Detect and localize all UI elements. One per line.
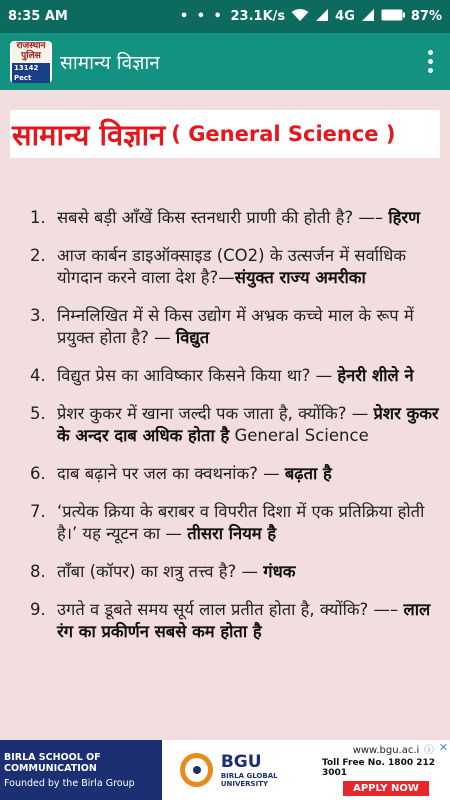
network-speed: 23.1K/s: [230, 9, 286, 24]
question-answer: बढ़ता है: [284, 464, 332, 483]
question-number: 8.: [30, 562, 46, 581]
question-item: [30, 463, 440, 485]
article-heading: [10, 110, 440, 158]
ad-apply-button[interactable]: APPLY NOW: [343, 781, 429, 796]
question-item: [30, 305, 440, 349]
ad-brand-sub: BIRLA GLOBAL UNIVERSITY: [220, 772, 278, 788]
question-number: 3.: [30, 306, 46, 325]
heading-english: ( General Science ): [171, 122, 396, 146]
question-item: [30, 245, 440, 289]
question-answer: हेनरी शीले ने: [337, 366, 414, 385]
heading-hindi: सामान्य विज्ञान: [12, 117, 166, 152]
wifi-icon: [291, 8, 309, 26]
question-text: [57, 599, 440, 643]
question-number: 2.: [30, 246, 46, 265]
question-number: 5.: [30, 404, 46, 423]
signal-icon: [315, 8, 329, 26]
question-item: [30, 403, 440, 447]
battery-level: 87%: [410, 9, 442, 24]
question-text: [57, 305, 440, 349]
overflow-menu-icon[interactable]: [420, 50, 440, 73]
ad-info-icon[interactable]: ⓘ: [424, 745, 434, 756]
logo-sub: 13142 Pect: [12, 63, 50, 83]
question-item: [30, 365, 440, 387]
logo-line2: पुलिस: [21, 50, 41, 61]
question-prompt: दाब बढ़ाने पर जल का क्वथनांक? —: [57, 464, 285, 483]
question-list: [30, 207, 440, 659]
question-text: [57, 463, 440, 485]
question-prompt: उगते व डूबते समय सूर्य लाल प्रतीत होता है, क्योंकि? —–: [57, 600, 404, 619]
app-logo: [10, 41, 52, 83]
question-text: [57, 207, 440, 229]
ad-toll-free: Toll Free No. 1800 212 3001: [322, 757, 436, 778]
question-prompt: सबसे बड़ी आँखें किस स्तनधारी प्राणी की होती है? —–: [57, 208, 389, 227]
question-text: [57, 501, 440, 545]
question-answer: लाल रंग का प्रकीर्णन सबसे कम होता है: [57, 600, 431, 641]
question-number: 9.: [30, 600, 46, 619]
ad-school-name: BIRLA SCHOOL OF COMMUNICATION: [4, 751, 101, 774]
ad-brand-name: BGU: [220, 752, 262, 772]
status-time: 8:35 AM: [8, 9, 68, 24]
question-text: [57, 561, 440, 583]
signal-icon-2: [361, 8, 375, 26]
ad-left-panel: [0, 740, 162, 800]
question-number: 4.: [30, 366, 46, 385]
question-item: [30, 501, 440, 545]
question-answer: तीसरा नियम है: [187, 524, 277, 543]
status-bar: [0, 0, 450, 33]
question-prompt: आज कार्बन डाइऑक्साइड (CO2) के उत्सर्जन में सर्वाधिक योगदान करने वाला देश है?—: [57, 246, 407, 287]
question-number: 1.: [30, 208, 46, 227]
question-prompt: विद्युत प्रेस का आविष्कार किसने किया था? —: [57, 366, 338, 385]
question-answer: संयुक्त राज्य अमरीका: [234, 268, 366, 287]
article-content[interactable]: [0, 90, 450, 740]
question-answer: हिरण: [388, 208, 421, 227]
question-prompt: प्रेशर कुकर में खाना जल्दी पक जाता है, क्योंकि? —: [57, 404, 374, 423]
question-text: [57, 365, 440, 387]
network-type: 4G: [335, 9, 355, 24]
status-right: [231, 8, 442, 26]
logo-line1: राजस्थान: [16, 40, 46, 51]
question-text: [57, 245, 440, 289]
question-item: [30, 561, 440, 583]
app-bar: [0, 33, 450, 90]
question-number: 7.: [30, 502, 46, 521]
ad-founded: Founded by the Birla Group: [4, 777, 135, 789]
ad-banner[interactable]: [0, 740, 450, 800]
question-prompt: ‘प्रत्येक क्रिया के बराबर व विपरीत दिशा में एक प्रतिक्रिया होती है।’ यह न्यूटन का —: [57, 502, 425, 543]
question-answer: गंधक: [263, 562, 296, 581]
ad-url: www.bgu.ac.i: [352, 744, 420, 756]
question-answer: विद्युत: [175, 328, 210, 347]
university-logo-icon: [180, 753, 213, 787]
app-title: सामान्य विज्ञान: [60, 51, 160, 74]
battery-icon: [381, 9, 405, 25]
question-item: [30, 207, 440, 229]
question-item: [30, 599, 440, 643]
question-number: 6.: [30, 464, 46, 483]
question-text: [57, 403, 440, 447]
question-tail: General Science: [229, 426, 369, 445]
ad-close-icon[interactable]: ✕: [438, 741, 448, 754]
question-prompt: निम्नलिखित में से किस उद्योग में अभ्रक कच्चे माल के रूप में प्रयुक्त होता है? —: [57, 306, 414, 347]
question-answer: प्रेशर कुकर के अन्दर दाब अधिक होता है: [57, 404, 439, 445]
question-prompt: ताँबा (कॉपर) का शत्रु तत्त्व है? —: [57, 562, 264, 581]
notification-dots: • • •: [179, 9, 224, 24]
ad-brand: [162, 752, 322, 788]
